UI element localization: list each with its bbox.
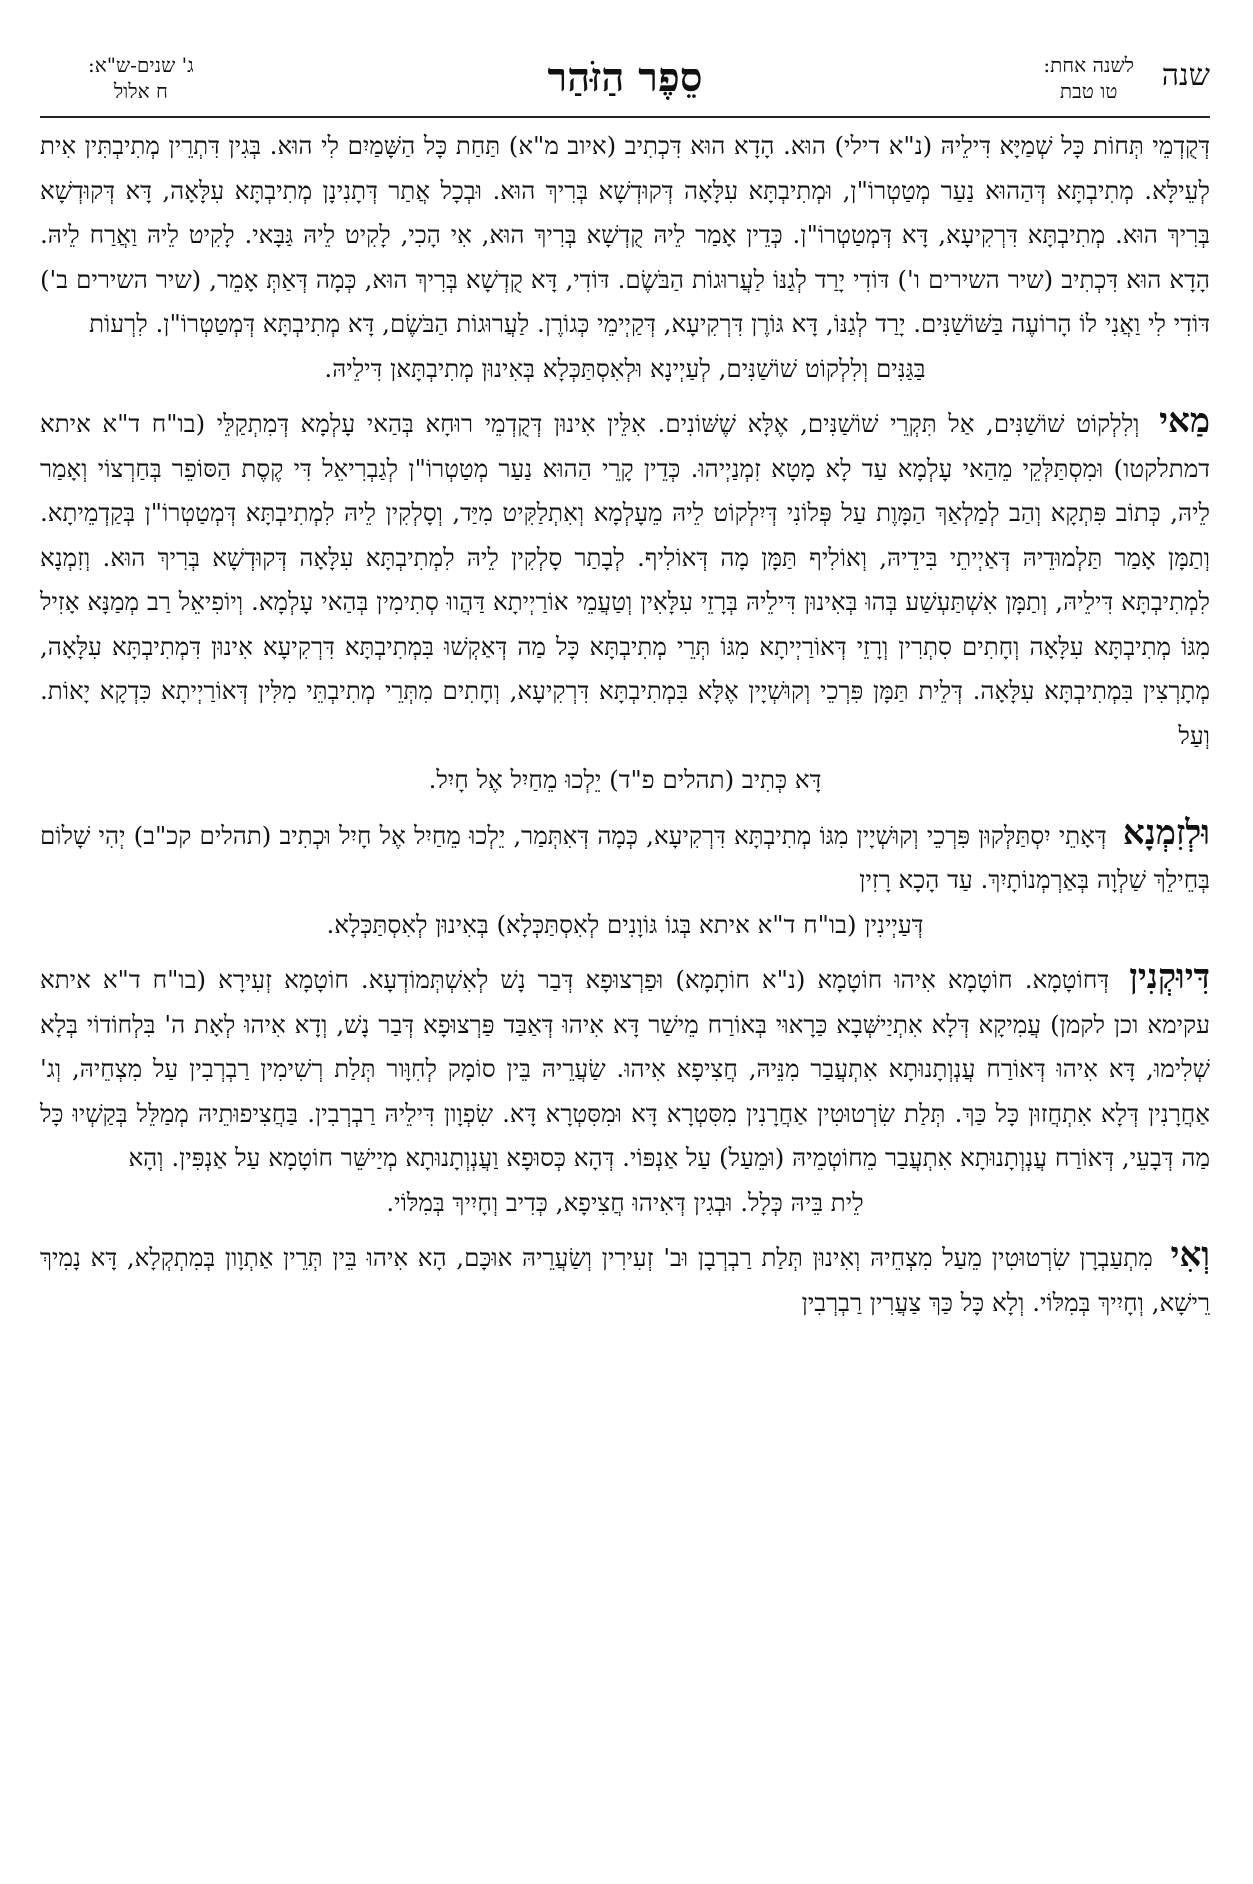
paragraph-text: דְּאָתֵי יִסְתַּלְּקוּן פִּרְכֵי וְקוּשְׁיָין מִגּוֹ מְתִיבְתָּא דִּרְקִיעָא, כְּמָה דְּאִתְּמַר, יֵלְכוּ מֵחַיִל אֶל חָיִל וּכְתִיב (תהלים קכ"ב) יְהִי שָׁלוֹם בְּחֵילֵךְ שַׁלְוָה בְּאַרְמְנוֹתָיִךְ. עַד הָכָא רָזִין — [40, 820, 1210, 894]
paragraph-4 — [40, 955, 1210, 1225]
paragraph-opening-word: מַאי — [1159, 401, 1210, 441]
header-three-year-schedule — [88, 52, 194, 104]
header-three-year-date: ח אלול — [113, 79, 168, 103]
paragraph-opening-word: דִּיוּקְנִין — [1129, 957, 1210, 997]
paragraph-text: דְּחוֹטָמָא. חוֹטָמָא אִיהוּ חוֹטָמָא (נ"א חוֹתָמָא) וּפַרְצוּפָא דְּבַר נָשׁ לְאִשְׁתְּמוֹדְעָא. חוֹטָמָא זְעִירָא (בו"ח ד"א איתא עקימא וכן לקמן) עֲמִיקָא דְּלָא אִתְיַישְּׁבָא כַּרָאוּי בְּאוֹרַח מֵישַׁר דָּא אִיהוּ דְּאַבַּד פַּרְצוּפָא דְּבַר נָשׁ, וְדָא אִיהוּ לְאָת ה' בִּלְחוֹדוֹי בְּלָא שְׁלִימוּ, דָּא אִיהוּ דְּאוֹרַח עֲנְוְתָנוּתָא אִתְעֲבַר מִנֵּיהּ, חֲצִיפָא אִיהוּ. שַׂעֲרֵיהּ בֵּין סוֹמָק לְחִוָּור תְּלַת רְשִׁימִין רַבְרְבִין עַל מִצְחֵיהּ, וְג' אַחֲרָנִין דְּלָא אִתְחֲזוּן כָּל כַּךְ. תְּלַת שִׂרְטוּטִין אַחֲרָנִין מִסִּטְרָא דָּא וּמִסִּטְרָא דָּא. שִׂפְוָון דִּילֵיהּ רַבְרְבִין. בַּחֲצִיפוּתֵיהּ מְמַלֵּל בְּקַשְׁיוּ כָּל מַה דְּבָעֵי, דְּאוֹרַח עֲנְוְתָנוּתָא אִתְעֲבַר מֵחוֹטְמֵיהּ (וּמֵעַל) עַל אַנְפּוֹי. דְּהָא כְּסוּפָא וַעֲנְוְתָנוּתָא מְיַישֵּׁר חוֹטָמָא עַל אַנְפִּין. וְהָא — [40, 965, 1210, 1172]
paragraph-opening-word: וּלְזִמְנָא — [1122, 812, 1210, 853]
paragraph-closing-line: בַּגַּנִּים וְלִלְקוֹט שׁוֹשַׁנִּים, לְעַיְינָא וּלְאִסְתַּכְּלָא בְּאִינוּן מְתִיבְתָּאן דִּילֵיהּ. — [324, 353, 926, 383]
paragraph-closing-line: לֵית בֵּיהּ כְּלָל. וּבְגִין דְּאִיהוּ חֲצִיפָא, כְּדִיב וְחָיִיךְ בְּמִלּוֹי. — [386, 1187, 864, 1217]
header-year-label: שנה — [1161, 58, 1210, 93]
paragraph-text: וְלִלְקוֹט שׁוֹשַׁנִּים, אַל תִּקְרֵי שׁוֹשַׁנִּים, אֶלָּא שֶׁשּׁוֹנִים. אִלֵּין אִינוּן דְּקֻדְמֵי רוּחָא בְּהַאי עָלְמָא דְּמִתְקַלֵּי (בו"ח ד"א איתא דמתלקטו) וּמִסְתַּלְּקֵי מֵהַאי עָלְמָא עַד לָא מָטָא זִמְנַיְיהוּ. כְּדֵין קָרֵי הַהוּא נַעַר מְטַטְרוֹ"ן לְגַבְרִיאֵל דִּי קֶסֶת הַסּוֹפֵר בְּחַרְצוֹי וְאָמַר לֵיהּ, כְּתוֹב פִּתְקָא וְהַב לְמַלְאַךְ הַמָּוֶת עַל פְּלוֹנִי דְּיִלְקוֹט לֵיהּ מֵעָלְמָא וְאִתְלַקִּיט מִיַּד, וְסָלְקִין לֵיהּ לִמְתִיבְתָּא דְּמְטַטְרוֹ"ן בְּקַדְמֵיתָא. וְתַמָּן אָמַר תַּלְמוּדֵיהּ דְּאַיְיתֵי בִּידֵיהּ, וְאוֹלִיף תַּמָּן מָה דְּאוֹלִיף. לְבָתַר סָלְקִין לֵיהּ לִמְתִיבְתָּא עִלָּאָה דְּקוּדְשָׁא בְּרִיךְ הוּא. וְזִמְנָא לִמְתִיבְתָּא דִּילֵיהּ, וְתַמָּן אִשְׁתַּעְשַׁע בְּהוּ בְּאִינוּן דִּילֵיהּ בְּרָזֵי עִלָּאִין וְטַעֲמֵי אוֹרַיְיתָא דַּהֲווּ סְתִימִין בְּהַאי עָלְמָא. וְיוֹפִיאֵל רַב מְמַנָּא אָזִיל מִגּוֹ מְתִיבְתָּא עִלָּאָה וְחָתִים סִתְרִין וְרָזֵי דְּאוֹרַיְיתָא מִגּוֹ תְּרֵי מְתִיבְתָּא כָּל מַה דְּאַקְשׁוּ בִּמְתִיבְתָּא דִּרְקִיעָא אִינוּן דִּמְתִיבְתָּא עִלָּאָה, מְתָרְצִין בִּמְתִיבְתָּא עִלָּאָה. דְּלֵית תַּמָּן פִּרְכֵי וְקוּשְׁיָין אֶלָּא בִּמְתִיבְתָּא דִּרְקִיעָא, וְחָתִים מִתְּרֵי מְתִיבְתֵּי מִלִּין דְּאוֹרַיְיתָא כִּדְקָא יָאוֹת. וְעַל — [40, 409, 1210, 750]
zohar-text — [40, 124, 1210, 1325]
paragraph-text: דְּקֻדְמֵי תְּחוֹת כָּל שְׁמַיָּא דִּילֵיהּ (נ"א דילי) הוּא. הָדָא הוּא דִּכְתִיב (איוב מ"א) תַּחַת כָּל הַשָּׁמַיִם לִי הוּא. בְּגִין דִּתְרֵין מְתִיבְתִּין אִית לְעֵילָּא. מְתִיבְתָּא דְּהַהוּא נַעַר מְטַטְרוֹ"ן, וּמְתִיבְתָּא עִלָּאָה דְּקוּדְשָׁא בְּרִיךְ הוּא. וּבְכָל אֲתַר דְּתָנִינָן מְתִיבְתָּא עִלָּאָה, דָּא דְּקוּדְשָׁא בְּרִיךְ הוּא. מְתִיבְתָּא דִּרְקִיעָא, דָּא דְּמְטַטְרוֹ"ן. כְּדֵין אָמַר לֵיהּ קֻדְשָׁא בְּרִיךְ הוּא, אִי הָכִי, לָקִיט לֵיהּ גַּבָּאי. לָקִיט לֵיהּ וַאֲרַח לֵיהּ. הָדָא הוּא דִּכְתִיב (שיר השירים ו') דּוֹדִי יָרַד לְגַנּוֹ לַעֲרוּגוֹת הַבֹּשֶׂם. דּוֹדִי, דָּא קֻדְשָׁא בְּרִיךְ הוּא, כְּמָה דְּאַתְּ אָמֵר, (שיר השירים ב') דּוֹדִי לִי וַאֲנִי לוֹ הָרוֹעֶה בַּשּׁוֹשַׁנִּים. יָרַד לְגַנּוֹ, דָּא גּוֹרֶן דִּרְקִיעָא, דְּקַיְימֵי כְּגוֹרֶן. לַעֲרוּגוֹת הַבֹּשֶׂם, דָּא מְתִיבְתָּא דְּמְטַטְרוֹ"ן. לִרְעוֹת — [40, 131, 1210, 338]
paragraph-closing-line: דָּא כְּתִיב (תהלים פ"ד) יֵלְכוּ מֵחַיִל אֶל חָיִל. — [428, 765, 822, 794]
page — [40, 52, 1210, 1333]
header-three-year-label: ג' שנים-ש"א: — [88, 53, 194, 77]
paragraph-closing-line: דְּעַיְינִין (בו"ח ד"א איתא בְּגוֹ גּוֹוָנִים לְאִסְתַּכְּלָא) בְּאִינוּן לְאִסְתַּכְּלָא. — [326, 909, 924, 939]
paragraph-3 — [40, 811, 1210, 948]
paragraph-2 — [40, 399, 1210, 803]
paragraph-1 — [40, 124, 1210, 391]
paragraph-5 — [40, 1233, 1210, 1325]
header-one-year-date: טו טבת — [1059, 79, 1118, 103]
paragraph-opening-word: וְאִי — [1170, 1235, 1210, 1275]
running-header — [40, 52, 1210, 114]
header-one-year-label: לשנה אחת: — [1043, 53, 1134, 77]
header-rule — [40, 116, 1210, 118]
paragraph-text: מִתְעַבְרָן שִׂרְטוּטִין מֵעַל מִצְחֵיהּ וְאִינוּן תְּלַת רַבְרְבָן וּב' זְעִירִין וְשַׂעֲרֵיהּ אוּכָּם, הָא אִיהוּ בֵּין תְּרֵין אַתְוָון בְּמִתְקְלָא, דָּא נָמִיךְ רֵישָׁא, וְחָיִיךְ בְּמִלּוֹי. וְלָא כָּל כַּךְ צַעֲרִין רַבְרְבִין — [40, 1243, 1210, 1317]
book-title: סֵפֶר הַזֹּהַר — [547, 54, 703, 101]
